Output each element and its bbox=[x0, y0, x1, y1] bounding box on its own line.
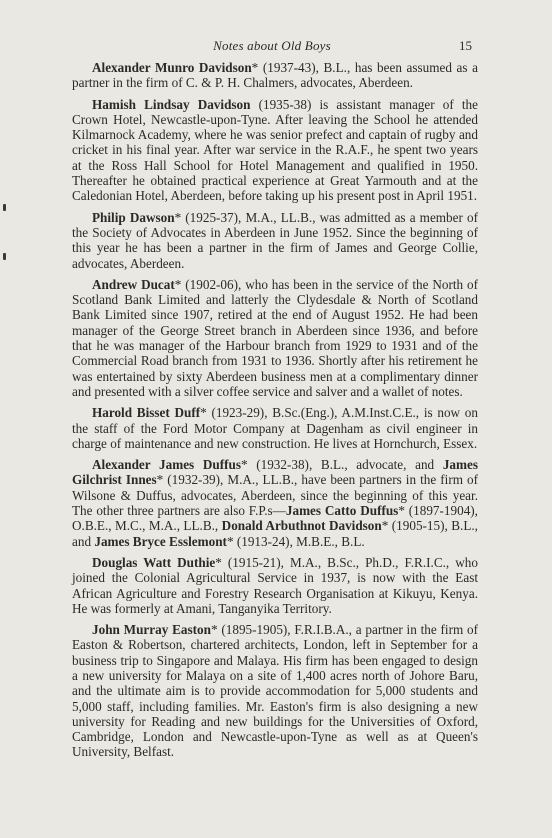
entry-name: James Gilchrist Innes bbox=[72, 457, 478, 488]
entry-dawson bbox=[72, 210, 478, 271]
entry-duffus-innes bbox=[72, 457, 478, 549]
entry-text: (1935-38) is assistant manager of the Crown Hotel, Newcastle-upon-Tyne. After leaving the School he attended Kilmarnock Academy, where he was senior prefect and captain of rugby and cricket in his final year. After war service in the R.A.F., he spent two years at the Ross Hall School for Hotel Management and qualified in 1950. Thereafter he obtained practical experience at Great Yarmouth and at the Caledonian Hotel, Aberdeen, before taking up his present post in April 1951. bbox=[72, 96, 479, 204]
entry-name: James Catto Duffus bbox=[285, 503, 399, 519]
page-body bbox=[72, 60, 478, 766]
entry-davidson-hl bbox=[72, 97, 478, 204]
entry-text: * (1925-37), M.A., LL.B., was admitted as a member of the Society of Advocates in Aberdeen in June 1952. Since the beginning of this year he has been a partner in the firm of James and George Collie, advocates, Aberdeen. bbox=[72, 209, 479, 271]
entry-name: Douglas Watt Duthie bbox=[92, 554, 216, 570]
entry-text: * (1937-43), B.L., has been assumed as a partner in the firm of C. & P. H. Chalmers, advocates, Aberdeen. bbox=[72, 60, 478, 91]
entry-text: * (1913-24), M.B.E., B.L. bbox=[226, 533, 365, 549]
entry-name: James Bryce Esslemont bbox=[94, 533, 227, 549]
entry-name: Hamish Lindsay Davidson bbox=[92, 96, 251, 112]
entry-text: * (1923-29), B.Sc.(Eng.), A.M.Inst.C.E., is now on the staff of the Ford Motor Company at Dagenham as civil engineer in charge of maintenance and new construction. He lives at Hornchurch, Essex. bbox=[72, 405, 478, 451]
entry-text: * (1902-06), who has been in the service of the North of Scotland Bank Limited and latterly the Clydesdale & North of Scotland Bank Limited since 1907, retired at the end of August 1952. He had been manager of the George Street branch in Aberdeen since 1936, and before that he was manager of the Harbour branch from 1929 to 1931 and of the Commercial Road branch from 1931 to 1936. Shortly after his retirement he was entertained by sixty Aberdeen business men at a complimentary dinner and presented with a silver coffee service and salver and a wallet of notes. bbox=[72, 276, 478, 399]
entry-ducat bbox=[72, 277, 478, 399]
entry-text: * (1932-38), B.L., advocate, and bbox=[240, 457, 443, 473]
running-head: Notes about Old Boys bbox=[213, 38, 331, 53]
entry-name: Harold Bisset Duff bbox=[92, 405, 201, 421]
entry-text: * (1905-15), B.L., and bbox=[72, 518, 478, 549]
entry-text: * (1915-21), M.A., B.Sc., Ph.D., F.R.I.C., who joined the Colonial Agricultural Service in 1937, is now with the East African Agriculture and Forestry Research Organisation at Kikuyu, Kenya. He was formerly at Amani, Tanganyika Territory. bbox=[72, 554, 478, 616]
entry-name: Donald Arbuthnot Davidson bbox=[221, 518, 382, 534]
entry-name: Alexander James Duffus bbox=[92, 457, 241, 473]
entry-name: Philip Dawson bbox=[92, 209, 175, 225]
margin-mark bbox=[3, 204, 6, 211]
entry-name: Andrew Ducat bbox=[92, 276, 175, 292]
entry-easton bbox=[72, 622, 478, 760]
entry-name: John Murray Easton bbox=[92, 622, 211, 638]
entry-name: Alexander Munro Davidson bbox=[92, 60, 252, 75]
page-number: 15 bbox=[459, 38, 472, 53]
entry-duthie bbox=[72, 555, 478, 616]
margin-mark bbox=[3, 253, 6, 260]
entry-text: * (1895-1905), F.R.I.B.A., a partner in the firm of Easton & Robertson, chartered architects, London, left in September for a business trip to Singapore and Malaya. His firm has been engaged to design a new university for Malaya on a site of 1,400 acres north of Johore Baru, and the ultimate aim is to provide accommodation for 5,000 students and 5,000 staff, including families. Mr. Easton's firm is also designing a new university for Reading and new buildings for the Universities of Oxford, Cambridge, London and Newcastle-upon-Tyne as well as at Queen's University, Belfast. bbox=[72, 622, 479, 760]
entry-text: * (1897-1904), O.B.E., M.C., M.A., LL.B., bbox=[72, 503, 478, 534]
entry-text: * (1932-39), M.A., LL.B., have been partners in the firm of Wilsone & Duffus, advocates, Aberdeen, since the beginning of this year. The other three partners are also F.P.s— bbox=[72, 472, 478, 519]
page-header bbox=[72, 38, 472, 56]
entry-davidson-am bbox=[72, 60, 478, 91]
entry-duff bbox=[72, 405, 478, 451]
